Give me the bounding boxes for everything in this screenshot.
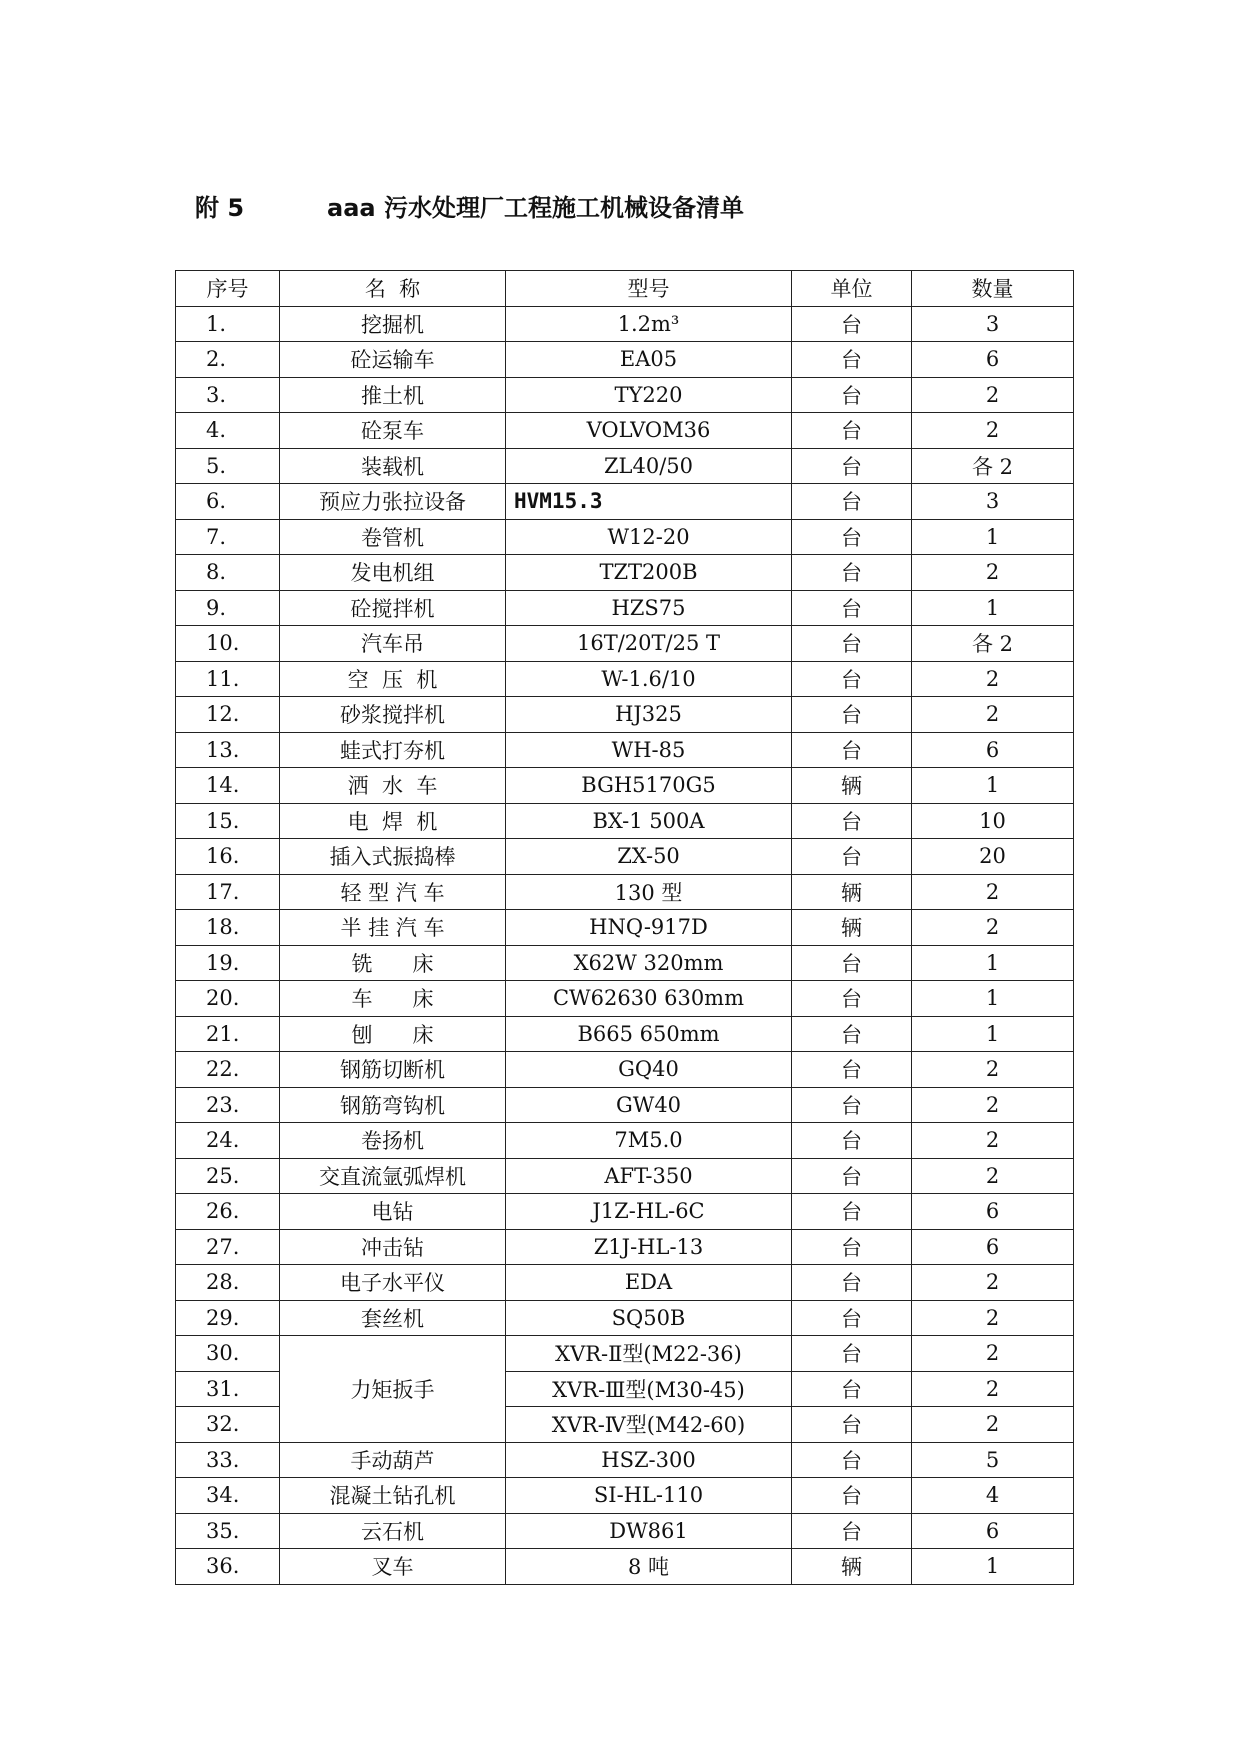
equipment-quantity: 1 bbox=[912, 1549, 1074, 1585]
row-number: 6. bbox=[176, 484, 280, 520]
equipment-unit: 台 bbox=[792, 306, 912, 342]
equipment-unit: 辆 bbox=[792, 910, 912, 946]
equipment-model: TY220 bbox=[506, 377, 792, 413]
table-row bbox=[176, 1229, 1074, 1265]
row-number: 16. bbox=[176, 839, 280, 875]
row-number: 30. bbox=[176, 1336, 280, 1372]
equipment-name: 空 压 机 bbox=[280, 661, 506, 697]
equipment-quantity: 3 bbox=[912, 484, 1074, 520]
equipment-name: 手动葫芦 bbox=[280, 1442, 506, 1478]
equipment-name: 套丝机 bbox=[280, 1300, 506, 1336]
equipment-model: Z1J-HL-13 bbox=[506, 1229, 792, 1265]
table-row bbox=[176, 413, 1074, 449]
equipment-unit: 辆 bbox=[792, 874, 912, 910]
table-row bbox=[176, 1016, 1074, 1052]
equipment-name: 插入式振捣棒 bbox=[280, 839, 506, 875]
equipment-unit: 台 bbox=[792, 555, 912, 591]
equipment-unit: 台 bbox=[792, 732, 912, 768]
table-row bbox=[176, 1194, 1074, 1230]
equipment-unit: 台 bbox=[792, 1229, 912, 1265]
table-row bbox=[176, 306, 1074, 342]
equipment-model: VOLVOM36 bbox=[506, 413, 792, 449]
appendix-label: 附 5 bbox=[195, 194, 245, 222]
equipment-quantity: 2 bbox=[912, 1123, 1074, 1159]
equipment-quantity: 2 bbox=[912, 661, 1074, 697]
row-number: 21. bbox=[176, 1016, 280, 1052]
equipment-model: AFT-350 bbox=[506, 1158, 792, 1194]
row-number: 25. bbox=[176, 1158, 280, 1194]
equipment-name: 钢筋弯钩机 bbox=[280, 1087, 506, 1123]
table-row bbox=[176, 981, 1074, 1017]
document-title bbox=[195, 188, 1095, 228]
equipment-unit: 台 bbox=[792, 839, 912, 875]
header-no: 序号 bbox=[176, 271, 280, 307]
row-number: 18. bbox=[176, 910, 280, 946]
equipment-model: EDA bbox=[506, 1265, 792, 1301]
equipment-quantity: 2 bbox=[912, 1336, 1074, 1372]
row-number: 9. bbox=[176, 590, 280, 626]
equipment-quantity: 各 2 bbox=[912, 448, 1074, 484]
table-header-row bbox=[176, 271, 1074, 307]
row-number: 1. bbox=[176, 306, 280, 342]
equipment-name: 冲击钻 bbox=[280, 1229, 506, 1265]
equipment-quantity: 20 bbox=[912, 839, 1074, 875]
equipment-quantity: 2 bbox=[912, 1265, 1074, 1301]
equipment-model: BX-1 500A bbox=[506, 803, 792, 839]
equipment-name: 卷扬机 bbox=[280, 1123, 506, 1159]
equipment-quantity: 1 bbox=[912, 945, 1074, 981]
equipment-name: 卷管机 bbox=[280, 519, 506, 555]
equipment-unit: 台 bbox=[792, 1300, 912, 1336]
equipment-quantity: 2 bbox=[912, 1052, 1074, 1088]
row-number: 2. bbox=[176, 342, 280, 378]
equipment-quantity: 6 bbox=[912, 732, 1074, 768]
equipment-quantity: 1 bbox=[912, 1016, 1074, 1052]
equipment-unit: 台 bbox=[792, 626, 912, 662]
header-model: 型号 bbox=[506, 271, 792, 307]
equipment-model: XVR-Ⅲ型(M30-45) bbox=[506, 1371, 792, 1407]
row-number: 15. bbox=[176, 803, 280, 839]
equipment-quantity: 2 bbox=[912, 1158, 1074, 1194]
row-number: 5. bbox=[176, 448, 280, 484]
equipment-unit: 台 bbox=[792, 342, 912, 378]
table-row bbox=[176, 1123, 1074, 1159]
table-row bbox=[176, 1265, 1074, 1301]
table-row bbox=[176, 910, 1074, 946]
equipment-unit: 台 bbox=[792, 413, 912, 449]
equipment-name: 电子水平仪 bbox=[280, 1265, 506, 1301]
row-number: 11. bbox=[176, 661, 280, 697]
equipment-unit: 辆 bbox=[792, 768, 912, 804]
equipment-model: HNQ-917D bbox=[506, 910, 792, 946]
equipment-model: DW861 bbox=[506, 1513, 792, 1549]
equipment-model: SQ50B bbox=[506, 1300, 792, 1336]
equipment-unit: 台 bbox=[792, 1442, 912, 1478]
equipment-unit: 台 bbox=[792, 1336, 912, 1372]
row-number: 31. bbox=[176, 1371, 280, 1407]
header-unit: 单位 bbox=[792, 271, 912, 307]
equipment-unit: 台 bbox=[792, 1407, 912, 1443]
equipment-unit: 台 bbox=[792, 484, 912, 520]
table-row bbox=[176, 1442, 1074, 1478]
equipment-name: 半 挂 汽 车 bbox=[280, 910, 506, 946]
row-number: 7. bbox=[176, 519, 280, 555]
equipment-name: 轻 型 汽 车 bbox=[280, 874, 506, 910]
equipment-model: 1.2m³ bbox=[506, 306, 792, 342]
table-row bbox=[176, 484, 1074, 520]
row-number: 29. bbox=[176, 1300, 280, 1336]
equipment-unit: 台 bbox=[792, 1123, 912, 1159]
equipment-model: W12-20 bbox=[506, 519, 792, 555]
equipment-unit: 台 bbox=[792, 1016, 912, 1052]
equipment-name: 洒 水 车 bbox=[280, 768, 506, 804]
equipment-model: TZT200B bbox=[506, 555, 792, 591]
table-row bbox=[176, 661, 1074, 697]
equipment-name: 电钻 bbox=[280, 1194, 506, 1230]
equipment-quantity: 1 bbox=[912, 590, 1074, 626]
equipment-unit: 台 bbox=[792, 1513, 912, 1549]
equipment-quantity: 2 bbox=[912, 413, 1074, 449]
equipment-name: 装载机 bbox=[280, 448, 506, 484]
equipment-model: HVM15.3 bbox=[506, 484, 792, 520]
table-row bbox=[176, 342, 1074, 378]
row-number: 22. bbox=[176, 1052, 280, 1088]
row-number: 28. bbox=[176, 1265, 280, 1301]
equipment-name: 预应力张拉设备 bbox=[280, 484, 506, 520]
equipment-quantity: 1 bbox=[912, 981, 1074, 1017]
row-number: 34. bbox=[176, 1478, 280, 1514]
table-row bbox=[176, 448, 1074, 484]
row-number: 14. bbox=[176, 768, 280, 804]
row-number: 17. bbox=[176, 874, 280, 910]
row-number: 13. bbox=[176, 732, 280, 768]
equipment-model: CW62630 630mm bbox=[506, 981, 792, 1017]
equipment-name: 蛙式打夯机 bbox=[280, 732, 506, 768]
header-qty: 数量 bbox=[912, 271, 1074, 307]
row-number: 20. bbox=[176, 981, 280, 1017]
row-number: 27. bbox=[176, 1229, 280, 1265]
equipment-name: 砼运输车 bbox=[280, 342, 506, 378]
table-row bbox=[176, 1549, 1074, 1585]
table-body bbox=[176, 306, 1074, 1584]
row-number: 8. bbox=[176, 555, 280, 591]
equipment-name: 汽车吊 bbox=[280, 626, 506, 662]
equipment-quantity: 3 bbox=[912, 306, 1074, 342]
equipment-quantity: 2 bbox=[912, 1371, 1074, 1407]
equipment-name: 铣 床 bbox=[280, 945, 506, 981]
equipment-quantity: 10 bbox=[912, 803, 1074, 839]
row-number: 32. bbox=[176, 1407, 280, 1443]
equipment-name: 交直流氩弧焊机 bbox=[280, 1158, 506, 1194]
table-row bbox=[176, 697, 1074, 733]
equipment-model: GW40 bbox=[506, 1087, 792, 1123]
table-row bbox=[176, 1052, 1074, 1088]
equipment-model: W-1.6/10 bbox=[506, 661, 792, 697]
equipment-quantity: 6 bbox=[912, 342, 1074, 378]
equipment-unit: 台 bbox=[792, 945, 912, 981]
table-row bbox=[176, 519, 1074, 555]
row-number: 10. bbox=[176, 626, 280, 662]
row-number: 3. bbox=[176, 377, 280, 413]
equipment-name: 刨 床 bbox=[280, 1016, 506, 1052]
equipment-quantity: 2 bbox=[912, 377, 1074, 413]
equipment-unit: 台 bbox=[792, 1087, 912, 1123]
equipment-unit: 台 bbox=[792, 661, 912, 697]
table-row bbox=[176, 732, 1074, 768]
equipment-quantity: 2 bbox=[912, 1300, 1074, 1336]
equipment-unit: 台 bbox=[792, 1371, 912, 1407]
equipment-name: 混凝土钻孔机 bbox=[280, 1478, 506, 1514]
equipment-model: B665 650mm bbox=[506, 1016, 792, 1052]
equipment-name: 云石机 bbox=[280, 1513, 506, 1549]
equipment-name: 砂浆搅拌机 bbox=[280, 697, 506, 733]
equipment-unit: 台 bbox=[792, 377, 912, 413]
table-row bbox=[176, 768, 1074, 804]
table-row bbox=[176, 1158, 1074, 1194]
equipment-unit: 台 bbox=[792, 981, 912, 1017]
table-row bbox=[176, 1336, 1074, 1372]
equipment-model: HJ325 bbox=[506, 697, 792, 733]
equipment-model: 7M5.0 bbox=[506, 1123, 792, 1159]
row-number: 12. bbox=[176, 697, 280, 733]
equipment-quantity: 5 bbox=[912, 1442, 1074, 1478]
equipment-quantity: 2 bbox=[912, 1407, 1074, 1443]
equipment-quantity: 1 bbox=[912, 519, 1074, 555]
equipment-model: BGH5170G5 bbox=[506, 768, 792, 804]
equipment-unit: 台 bbox=[792, 1478, 912, 1514]
row-number: 23. bbox=[176, 1087, 280, 1123]
equipment-quantity: 4 bbox=[912, 1478, 1074, 1514]
equipment-quantity: 6 bbox=[912, 1229, 1074, 1265]
equipment-name: 电 焊 机 bbox=[280, 803, 506, 839]
row-number: 19. bbox=[176, 945, 280, 981]
equipment-name: 砼泵车 bbox=[280, 413, 506, 449]
table-row bbox=[176, 1087, 1074, 1123]
equipment-name: 叉车 bbox=[280, 1549, 506, 1585]
header-name: 名 称 bbox=[280, 271, 506, 307]
equipment-model: ZX-50 bbox=[506, 839, 792, 875]
equipment-model: HZS75 bbox=[506, 590, 792, 626]
equipment-quantity: 2 bbox=[912, 697, 1074, 733]
row-number: 26. bbox=[176, 1194, 280, 1230]
equipment-unit: 台 bbox=[792, 590, 912, 626]
equipment-unit: 台 bbox=[792, 1052, 912, 1088]
equipment-model: 8 吨 bbox=[506, 1549, 792, 1585]
row-number: 33. bbox=[176, 1442, 280, 1478]
equipment-quantity: 2 bbox=[912, 555, 1074, 591]
equipment-table bbox=[175, 270, 1074, 1585]
equipment-model: EA05 bbox=[506, 342, 792, 378]
equipment-model: J1Z-HL-6C bbox=[506, 1194, 792, 1230]
equipment-name: 砼搅拌机 bbox=[280, 590, 506, 626]
equipment-unit: 辆 bbox=[792, 1549, 912, 1585]
equipment-quantity: 6 bbox=[912, 1194, 1074, 1230]
equipment-unit: 台 bbox=[792, 1265, 912, 1301]
equipment-model: SI-HL-110 bbox=[506, 1478, 792, 1514]
equipment-quantity: 6 bbox=[912, 1513, 1074, 1549]
table-row bbox=[176, 1478, 1074, 1514]
equipment-model: ZL40/50 bbox=[506, 448, 792, 484]
equipment-model: XVR-Ⅳ型(M42-60) bbox=[506, 1407, 792, 1443]
equipment-unit: 台 bbox=[792, 697, 912, 733]
equipment-unit: 台 bbox=[792, 448, 912, 484]
table-row bbox=[176, 1300, 1074, 1336]
table-row bbox=[176, 803, 1074, 839]
row-number: 35. bbox=[176, 1513, 280, 1549]
equipment-model: WH-85 bbox=[506, 732, 792, 768]
equipment-quantity: 2 bbox=[912, 1087, 1074, 1123]
table-row bbox=[176, 945, 1074, 981]
equipment-name: 挖掘机 bbox=[280, 306, 506, 342]
equipment-name: 力矩扳手 bbox=[280, 1336, 506, 1443]
equipment-unit: 台 bbox=[792, 1194, 912, 1230]
row-number: 4. bbox=[176, 413, 280, 449]
equipment-unit: 台 bbox=[792, 1158, 912, 1194]
equipment-quantity: 2 bbox=[912, 910, 1074, 946]
equipment-quantity: 各 2 bbox=[912, 626, 1074, 662]
equipment-name: 车 床 bbox=[280, 981, 506, 1017]
equipment-quantity: 1 bbox=[912, 768, 1074, 804]
table-row bbox=[176, 874, 1074, 910]
equipment-model: 130 型 bbox=[506, 874, 792, 910]
equipment-model: X62W 320mm bbox=[506, 945, 792, 981]
equipment-unit: 台 bbox=[792, 519, 912, 555]
table-row bbox=[176, 590, 1074, 626]
table-row bbox=[176, 839, 1074, 875]
equipment-model: HSZ-300 bbox=[506, 1442, 792, 1478]
table-row bbox=[176, 626, 1074, 662]
equipment-model: XVR-Ⅱ型(M22-36) bbox=[506, 1336, 792, 1372]
page-title: aaa 污水处理厂工程施工机械设备清单 bbox=[327, 194, 744, 222]
table-row bbox=[176, 1513, 1074, 1549]
equipment-model: GQ40 bbox=[506, 1052, 792, 1088]
row-number: 36. bbox=[176, 1549, 280, 1585]
equipment-name: 发电机组 bbox=[280, 555, 506, 591]
equipment-model: 16T/20T/25 T bbox=[506, 626, 792, 662]
equipment-quantity: 2 bbox=[912, 874, 1074, 910]
equipment-name: 推土机 bbox=[280, 377, 506, 413]
row-number: 24. bbox=[176, 1123, 280, 1159]
equipment-name: 钢筋切断机 bbox=[280, 1052, 506, 1088]
equipment-unit: 台 bbox=[792, 803, 912, 839]
table-row bbox=[176, 377, 1074, 413]
table-row bbox=[176, 555, 1074, 591]
